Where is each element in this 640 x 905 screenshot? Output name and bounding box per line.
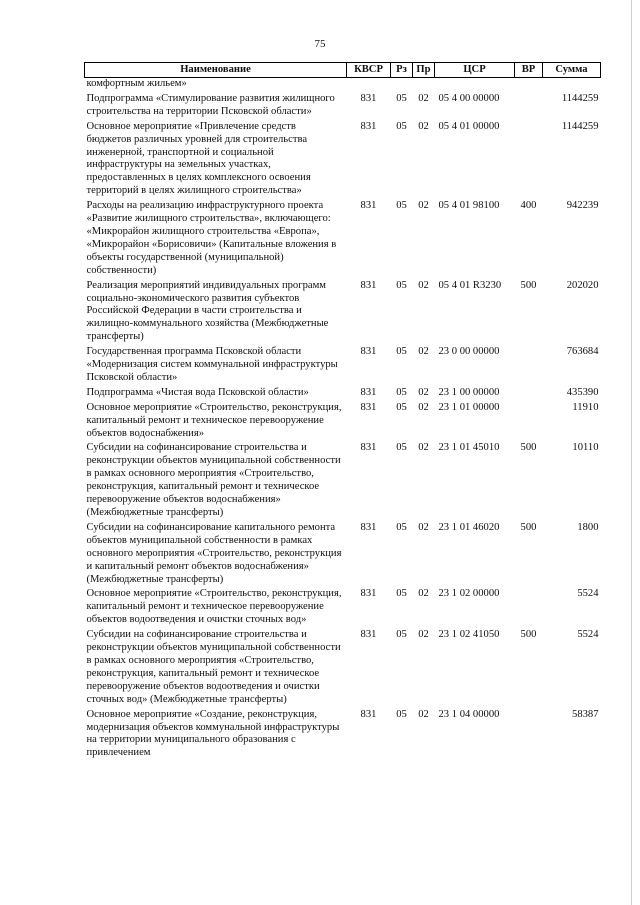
table-row: [85, 442, 601, 521]
cell-pr: 02: [418, 401, 429, 413]
cell-vr: 500: [520, 629, 537, 641]
cell-sum: 5524: [577, 629, 599, 641]
cell-rz: 05: [396, 92, 407, 104]
cell-name: Основное мероприятие «Строительство, реконструкция, капитальный ремонт и техническое перевооружение объектов водоотведения и очистки сточных вод»: [86, 588, 342, 626]
cell-rz: 05: [396, 346, 407, 358]
cell-csr: 23 1 04 00000: [438, 708, 500, 720]
header-vr: ВР: [515, 63, 543, 78]
cell-sum: 11910: [572, 401, 599, 413]
cell-csr: 23 1 00 00000: [438, 386, 500, 398]
cell-sum: 942239: [566, 200, 599, 212]
table-row: [85, 387, 601, 402]
cell-csr: 23 1 02 00000: [438, 588, 500, 600]
cell-kvsr: [347, 78, 391, 93]
cell-pr: 02: [418, 521, 429, 533]
cell-name: Подпрограмма «Стимулирование развития жилищного строительства на территории Псковской области»: [86, 92, 335, 117]
cell-name: Субсидии на софинансирование строительства и реконструкции объектов муниципальной собственности в рамках основного мероприятия «Строительство, реконструкция, капитальный ремонт и техническое перевооружение объектов водоснабжения» (Межбюджетные трансферты): [86, 442, 341, 518]
cell-pr: 02: [418, 120, 429, 132]
cell-kvsr: 831: [360, 346, 377, 358]
cell-csr: 23 1 01 00000: [438, 401, 500, 413]
cell-rz: 05: [396, 200, 407, 212]
table-row: [85, 346, 601, 387]
cell-vr: 500: [520, 521, 537, 533]
cell-vr: [515, 121, 543, 200]
cell-kvsr: 831: [360, 386, 377, 398]
cell-rz: 05: [396, 386, 407, 398]
cell-pr: 02: [418, 279, 429, 291]
cell-name: Расходы на реализацию инфраструктурного проекта «Развитие жилищного строительства», включающего: «Микрорайон жилищного строительства «Европа», «Микрорайон «Борисовичи» (Капитальные вложения в объекты государственной (муниципальной) собственности): [86, 200, 337, 276]
cell-vr: 500: [520, 279, 537, 291]
table-header-row: [85, 63, 601, 78]
cell-vr: [515, 588, 543, 629]
cell-kvsr: 831: [360, 401, 377, 413]
cell-rz: 05: [396, 588, 407, 600]
table-row: [85, 93, 601, 121]
cell-name: Основное мероприятие «Строительство, реконструкция, капитальный ремонт и техническое перевооружение объектов водоснабжения»: [86, 401, 342, 439]
cell-vr: [515, 346, 543, 387]
cell-csr: 05 4 01 00000: [438, 120, 500, 132]
table-row: [85, 280, 601, 347]
cell-pr: 02: [418, 588, 429, 600]
cell-vr: [515, 387, 543, 402]
cell-sum: 1144259: [561, 92, 599, 104]
cell-name: Субсидии на софинансирование капитального ремонта объектов муниципальной собственности в рамках основного мероприятия «Строительство, реконструкция и капитальный ремонт объектов водоснабжения» (Межбюджетные трансферты): [86, 521, 342, 585]
cell-csr: 23 1 02 41050: [438, 629, 500, 641]
cell-vr: [515, 78, 543, 93]
cell-csr: 05 4 01 98100: [438, 200, 500, 212]
cell-rz: [391, 78, 413, 93]
header-pr: Пр: [413, 63, 435, 78]
cell-kvsr: 831: [360, 708, 377, 720]
cell-rz: 05: [396, 629, 407, 641]
cell-kvsr: 831: [360, 200, 377, 212]
cell-csr: 05 4 01 R3230: [438, 279, 502, 291]
cell-name: комфортным жильем»: [86, 78, 187, 89]
cell-name: Основное мероприятие «Создание, реконструкция, модернизация объектов коммунальной инфраструктуры на территории муниципального образования с привлечением: [86, 708, 340, 759]
cell-pr: 02: [418, 708, 429, 720]
header-sum: Сумма: [543, 63, 601, 78]
page-number: 75: [314, 38, 326, 50]
cell-rz: 05: [396, 708, 407, 720]
cell-sum: 202020: [566, 279, 599, 291]
cell-sum: 435390: [566, 386, 599, 398]
table-row: [85, 588, 601, 629]
cell-name: Субсидии на софинансирование строительства и реконструкции объектов муниципальной собственности в рамках основного мероприятия «Строительство, реконструкция, капитальный ремонт и техническое перевооружение объектов водоотведения и очистки сточных вод» (Межбюджетные трансферты): [86, 629, 341, 705]
table-row: [85, 78, 601, 93]
cell-vr: [515, 402, 543, 443]
cell-pr: 02: [418, 386, 429, 398]
table-row: [85, 709, 601, 763]
cell-vr: [515, 93, 543, 121]
cell-rz: 05: [396, 401, 407, 413]
cell-kvsr: 831: [360, 588, 377, 600]
cell-pr: 02: [418, 200, 429, 212]
cell-rz: 05: [396, 521, 407, 533]
cell-kvsr: 831: [360, 92, 377, 104]
cell-csr: 23 0 00 00000: [438, 346, 500, 358]
table-row: [85, 522, 601, 589]
cell-name: Государственная программа Псковской области «Модернизация систем коммунальной инфраструктуры Псковской области»: [86, 346, 338, 383]
cell-sum: [543, 78, 601, 93]
cell-kvsr: 831: [360, 442, 377, 454]
cell-pr: 02: [418, 92, 429, 104]
cell-name: Основное мероприятие «Привлечение средств бюджетов различных уровней для строительства инженерной, транспортной и социальной инфраструктуры на земельных участках, предоставленных в целях комплексного освоения территорий в целях жилищного строительства»: [86, 120, 311, 197]
cell-csr: 23 1 01 45010: [438, 442, 500, 454]
table-row: [85, 200, 601, 279]
cell-kvsr: 831: [360, 629, 377, 641]
cell-kvsr: 831: [360, 279, 377, 291]
cell-csr: 23 1 01 46020: [438, 521, 500, 533]
header-csr: ЦСР: [435, 63, 515, 78]
header-kvsr: КВСР: [347, 63, 391, 78]
cell-name: Подпрограмма «Чистая вода Псковской области»: [86, 386, 309, 398]
cell-vr: [515, 709, 543, 763]
cell-pr: [413, 78, 435, 93]
cell-vr: 400: [520, 200, 537, 212]
cell-sum: 763684: [566, 346, 599, 358]
cell-rz: 05: [396, 120, 407, 132]
header-name: Наименование: [85, 63, 347, 78]
cell-kvsr: 831: [360, 120, 377, 132]
cell-name: Реализация мероприятий индивидуальных программ социально-экономического развития субъектов Российской Федерации в части строительства и жилищно-коммунального хозяйства (Межбюджетные трансферты): [86, 279, 329, 343]
cell-pr: 02: [418, 442, 429, 454]
cell-sum: 1144259: [561, 120, 599, 132]
cell-csr: 05 4 00 00000: [438, 92, 500, 104]
cell-rz: 05: [396, 442, 407, 454]
table-row: [85, 121, 601, 200]
cell-pr: 02: [418, 346, 429, 358]
cell-pr: 02: [418, 629, 429, 641]
table-row: [85, 629, 601, 708]
header-rz: Рз: [391, 63, 413, 78]
cell-vr: 500: [520, 442, 537, 454]
table-row: [85, 402, 601, 443]
cell-csr: [435, 78, 515, 93]
budget-table: [84, 62, 601, 762]
cell-kvsr: 831: [360, 521, 377, 533]
cell-rz: 05: [396, 279, 407, 291]
page-edge-line: [631, 0, 632, 905]
cell-sum: 58387: [572, 708, 599, 720]
cell-sum: 1800: [577, 521, 599, 533]
cell-sum: 10110: [572, 442, 599, 454]
table-body: [85, 78, 601, 763]
cell-sum: 5524: [577, 588, 599, 600]
